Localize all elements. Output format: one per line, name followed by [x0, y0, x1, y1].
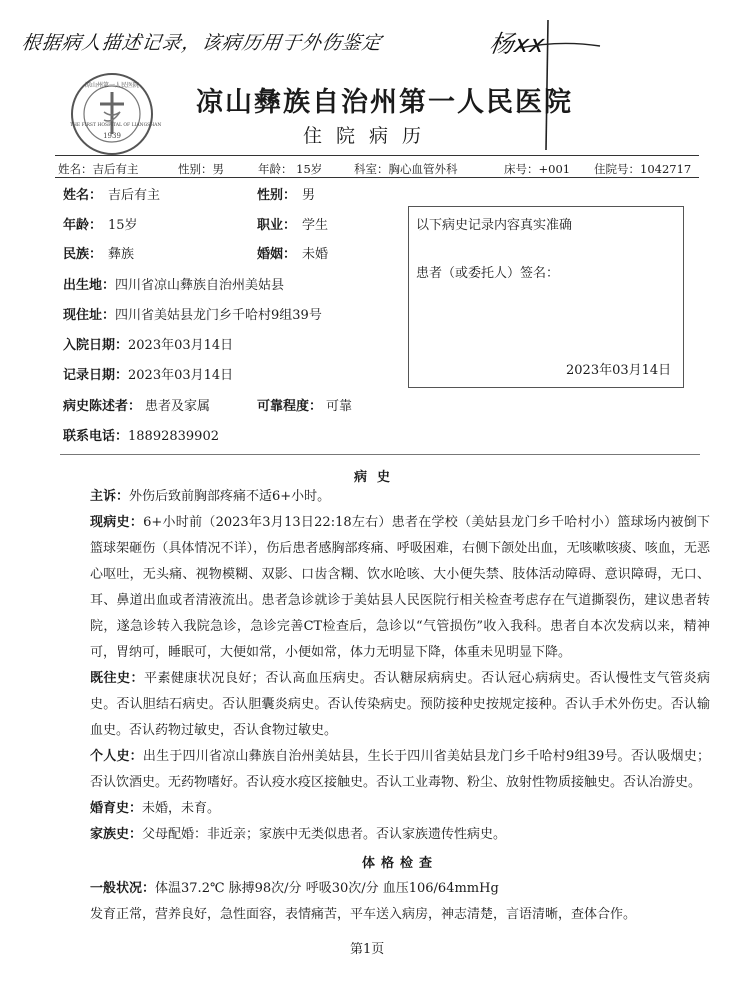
field-phone: 联系电话：18892839902 [63, 429, 219, 444]
page-number: 第1页 [350, 942, 385, 957]
field-ethnicity: 民族： 彝族 [63, 247, 135, 262]
hospital-name: 凉山彝族自治州第一人民医院 [196, 87, 573, 118]
present-illness: 现病史：6+小时前（2023年3月13日22:18左右）患者在学校（美姑县龙门乡千哈村小）篮球场内被倒下篮球架砸伤（具体情况不详），伤后患者感胸部疼痛、呼吸困难，右侧下颌处出血，无咳嗽咳痰、咳血，无恶心呕吐，无头痛、视物模糊、双影、口齿含糊、饮水呛咳、大小便失禁、肢体活动障碍、意识障碍，无口、耳、鼻道出血或者清液流出。患者急诊就诊于美姑县人民医院行相关检查考虑存在气道撕裂伤，建议患者转院，遂急诊转入我院急诊，急诊完善CT检查后，急诊以“气管损伤”收入我科。患者自本次发病以来，精神可，胃纳可，睡眠可，大便如常，小便如常，体力无明显下降，体重未见明显下降。 [90, 515, 710, 660]
field-reliability: 可靠程度： 可靠 [257, 399, 353, 414]
info-bar-gender: 性别：男 [178, 162, 224, 176]
family-history: 家族史：父母配婚：非近亲；家族中无类似患者。否认家族遗传性病史。 [90, 827, 507, 842]
field-name: 姓名： 吉后有主 [63, 188, 161, 203]
marriage-history: 婚育史：未婚，未育。 [90, 801, 221, 816]
consent-statement: 以下病史记录内容真实准确 [416, 218, 573, 233]
field-marital-status: 婚姻： 未婚 [257, 247, 329, 262]
logo-year: 1939 [103, 132, 121, 140]
general-exam: 发育正常，营养良好，急性面容，表情痛苦，平车送入病房，神志清楚，言语清晰，查体合作。 [90, 907, 637, 922]
field-admission-date: 入院日期：2023年03月14日 [63, 338, 234, 353]
general-condition: 一般状况：体温37.2℃ 脉搏98次/分 呼吸30次/分 血压106/64mmHg [90, 881, 499, 896]
info-bar-top-rule [55, 155, 699, 156]
handwritten-signature: 杨xx [487, 30, 548, 58]
info-bar-age: 年龄： 15岁 [258, 162, 323, 176]
history-content [90, 484, 710, 928]
handwritten-note: 根据病人描述记录，该病历用于外伤鉴定 [20, 32, 384, 54]
field-age: 年龄： 15岁 [63, 218, 138, 233]
info-bar-bottom-rule [55, 177, 699, 178]
field-address: 现住址：四川省美姑县龙门乡千哈村9组39号 [63, 308, 322, 323]
info-bar-name: 姓名：吉后有主 [58, 162, 139, 176]
field-record-date: 记录日期：2023年03月14日 [63, 368, 234, 383]
info-bar-department: 科室：胸心血管外科 [354, 162, 458, 176]
field-narrator: 病史陈述者： 患者及家属 [63, 399, 211, 414]
field-birthplace: 出生地：四川省凉山彝族自治州美姑县 [63, 278, 285, 293]
chief-complaint: 主诉：外伤后致前胸部疼痛不适6+小时。 [90, 489, 331, 504]
section-divider [60, 454, 700, 455]
personal-history: 个人史：出生于四川省凉山彝族自治州美姑县，生长于四川省美姑县龙门乡千哈村9组39号。否认吸烟史；否认饮酒史。无药物嗜好。否认疫水疫区接触史。否认工业毒物、粉尘、放射性物质接触史。否认冶游史。 [90, 749, 710, 790]
field-gender: 性别： 男 [257, 188, 316, 203]
consent-date: 2023年03月14日 [566, 363, 672, 378]
field-occupation: 职业： 学生 [257, 218, 329, 233]
exam-section-title: 体格检查 [361, 856, 438, 871]
document-title: 住院病历 [303, 125, 436, 147]
info-bar-admission-number: 住院号：1042717 [594, 162, 692, 176]
logo-top-text: 凉山州第一人民医院 [84, 82, 139, 89]
past-history: 既往史：平素健康状况良好；否认高血压病史。否认糖尿病病史。否认冠心病病史。否认慢性支气管炎病史。否认胆结石病史。否认胆囊炎病史。否认传染病史。预防接种史按规定接种。否认手术外伤史。否认输血史。否认药物过敏史，否认食物过敏史。 [90, 671, 710, 738]
history-section-title: 病史 [354, 470, 401, 485]
consent-signature-line: 患者（或委托人）签名： [416, 266, 560, 281]
logo-bottom-text: THE FIRST HOSPITAL OF LIANGSHAN [70, 123, 162, 128]
info-bar-bed: 床号：+001 [504, 162, 571, 176]
